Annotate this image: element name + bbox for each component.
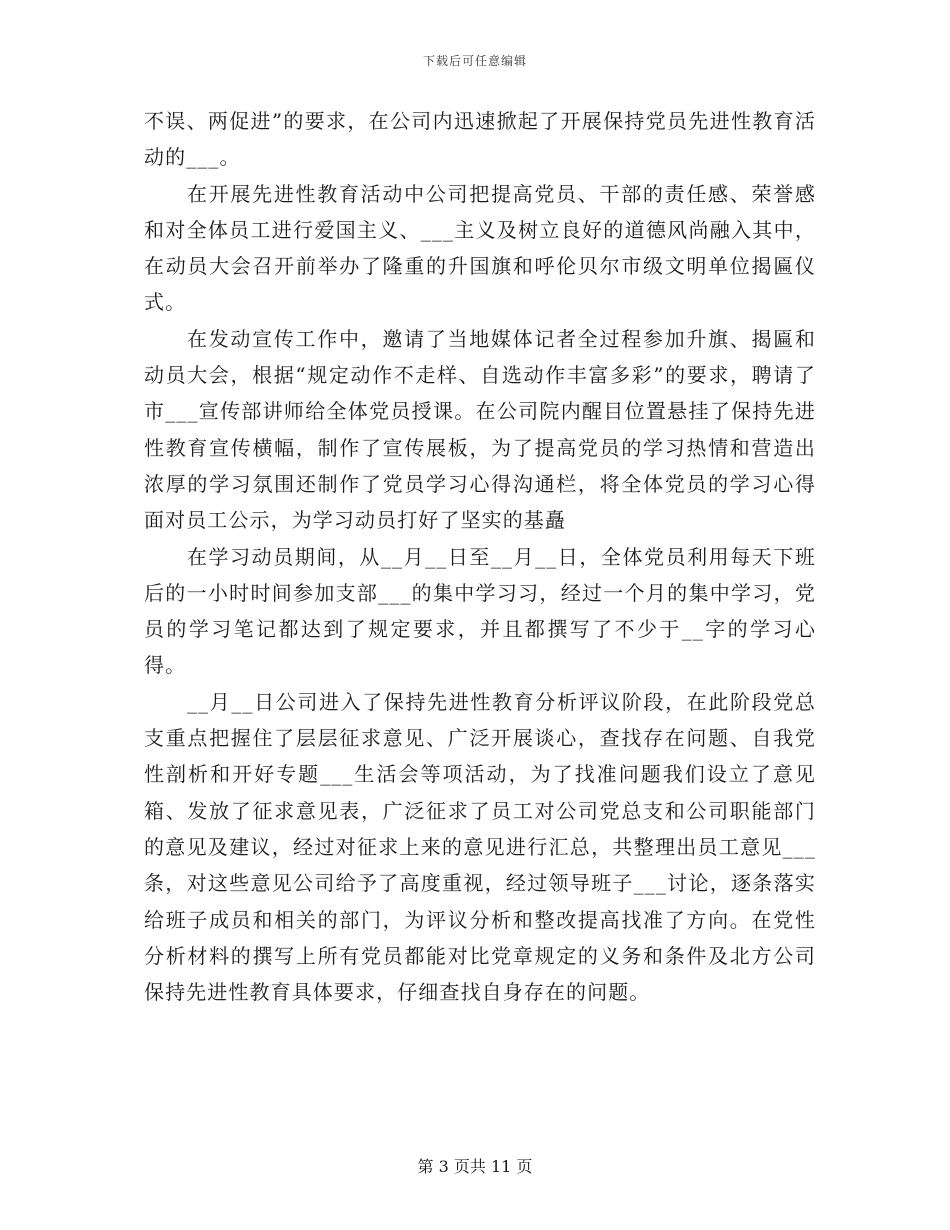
paragraph: 在学习动员期间，从__月__日至__月__日，全体党员利用每天下班后的一小时时间参加支部___的集中学习习，经过一个月的集中学习，党员的学习笔记都达到了规定要求，并且都撰写了不少于__字的学习心得。: [144, 544, 816, 678]
page-header: 下载后可任意编辑: [422, 54, 527, 68]
page-footer: 第 3 页共 11 页: [417, 1157, 533, 1176]
paragraph: 在开展先进性教育活动中公司把提高党员、干部的责任感、荣誉感和对全体员工进行爱国主义、___主义及树立良好的道德风尚融入其中，在动员大会召开前举办了隆重的升国旗和呼伦贝尔市级文明单位揭匾仪式。: [144, 181, 816, 315]
paragraph: 在发动宣传工作中，邀请了当地媒体记者全过程参加升旗、揭匾和动员大会，根据“规定动作不走样、自选动作丰富多彩”的要求，聘请了市___宣传部讲师给全体党员授课。在公司院内醒目位置悬挂了保持先进性教育宣传横幅，制作了宣传展板，为了提高党员的学习热情和营造出浓厚的学习氛围还制作了党员学习心得沟通栏，将全体党员的学习心得面对员工公示，为学习动员打好了坚实的基矗: [144, 326, 816, 533]
paragraph: __月__日公司进入了保持先进性教育分析评议阶段，在此阶段党总支重点把握住了层层征求意见、广泛开展谈心，查找存在问题、自我党性剖析和开好专题___生活会等项活动，为了找准问题我们设立了意见箱、发放了征求意见表，广泛征求了员工对公司党总支和公司职能部门的意见及建议，经过对征求上来的意见进行汇总，共整理出员工意见___条，对这些意见公司给予了高度重视，经过领导班子___讨论，逐条落实给班子成员和相关的部门，为评议分析和整改提高找准了方向。在党性分析材料的撰写上所有党员都能对比党章规定的义务和条件及北方公司保持先进性教育具体要求，仔细查找自身存在的问题。: [144, 689, 816, 1005]
document-body: [144, 103, 816, 1010]
paragraph-continuation: 不误、两促进”的要求，在公司内迅速掀起了开展保持党员先进性教育活动的___。: [144, 109, 816, 170]
